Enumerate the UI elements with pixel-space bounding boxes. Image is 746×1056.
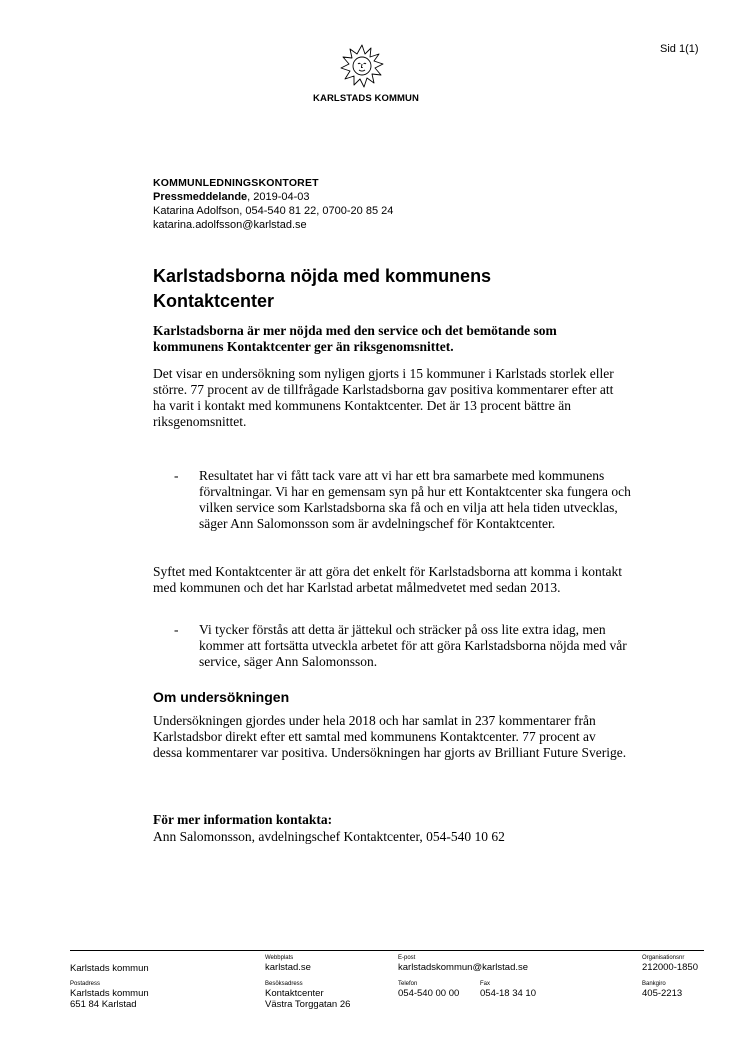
subheading: Om undersökningen <box>153 689 290 705</box>
quote-2-text: Vi tycker förstås att detta är jättekul och sträcker på oss lite extra idag, men kommer att fortsätta utveckla arbetet för att göra Karlstadsborna nöjda med vår service, säger Ann Salomonsson. <box>199 622 627 669</box>
footer-orgnr: Organisationsnr 212000-1850 <box>642 955 698 973</box>
document-type: Pressmeddelande <box>153 191 248 203</box>
footer-postal: Postadress Karlstads kommun 651 84 Karlstad <box>70 981 149 1010</box>
sun-logo-icon <box>340 44 384 88</box>
contact-person: Katarina Adolfson, 054-540 81 22, 0700-20 85 24 <box>153 205 394 217</box>
contact-line: Ann Salomonsson, avdelningschef Kontaktcenter, 054-540 10 62 <box>153 829 505 844</box>
contact-email: katarina.adolfsson@karlstad.se <box>153 219 307 231</box>
quote-dash: - <box>174 622 179 637</box>
paragraph-2: Syftet med Kontaktcenter är att göra det enkelt för Karlstadsborna att komma i kontakt med kommunen och det har Karlstad arbetat målmedvetet med sedan 2013. <box>153 564 622 595</box>
logo-text: KARLSTADS KOMMUN <box>313 93 419 104</box>
quote-1-text: Resultatet har vi fått tack vare att vi har ett bra samarbete med kommunens förvaltningar. Vi har en gemensam syn på hur ett Kontaktcenter ska fungera och vilken service som Karlstadsborna ska få och en vilja att hela tiden utvecklas, säger Ann Salomonsson som är avdelningschef för Kontaktcenter. <box>199 468 631 531</box>
quote-dash: - <box>174 468 179 483</box>
document-meta <box>153 176 393 232</box>
footer-email: E-post karlstadskommun@karlstad.se <box>398 955 529 973</box>
ingress: Karlstadsborna är mer nöjda med den service och det bemötande som kommunens Kontaktcenter ger än riksgenomsnittet. <box>153 323 557 354</box>
quote-2 <box>174 622 634 670</box>
quote-1 <box>174 468 634 532</box>
page-number: Sid 1(1) <box>660 43 699 55</box>
footer-divider <box>70 950 704 951</box>
footer-fax: Fax 054-18 34 10 <box>480 981 536 999</box>
footer-org-name: Karlstads kommun <box>70 963 149 974</box>
footer-phone: Telefon 054-540 00 00 <box>398 981 460 999</box>
paragraph-1: Det visar en undersökning som nyligen gjorts i 15 kommuner i Karlstads storlek eller större. 77 procent av de tillfrågade Karlstadsborna gav positiva kommentarer efter att ha varit i kontakt med kommunens Kontaktcenter. Det är 13 procent bättre än riksgenomsnittet. <box>153 366 614 429</box>
contact-heading: För mer information kontakta: <box>153 812 333 827</box>
paragraph-3: Undersökningen gjordes under hela 2018 och har samlat in 237 kommentarer från Karlstadsbor direkt efter ett samtal med kommunens Kontaktcenter. 77 procent av dessa kommentarer var positiva. Undersökningen har gjorts av Brilliant Future Sverige. <box>153 713 627 760</box>
footer-bankgiro: Bankgiro 405-2213 <box>642 981 683 999</box>
footer-web: Webbplats karlstad.se <box>265 955 311 973</box>
document-date: , 2019-04-03 <box>247 191 310 203</box>
headline: Karlstadsborna nöjda med kommunens Kontaktcenter <box>153 266 492 311</box>
footer-visit: Besöksadress Kontaktcenter Västra Torggatan 26 <box>265 981 351 1010</box>
department: KOMMUNLEDNINGSKONTORET <box>153 177 319 189</box>
